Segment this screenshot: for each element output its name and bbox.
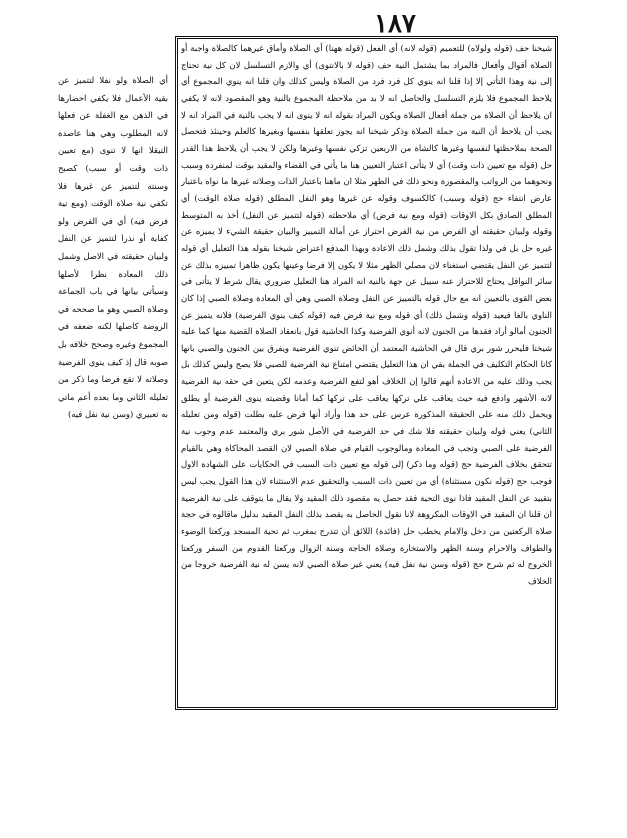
- margin-text: أي الصلاة ولو نفلا لتتميز عن بقية الأعمال فلا يكفي احضارها في الذهن مع الغفلة عن فعلها لانه المطلوب وهي هنا عاصدة التيقلا انها لا تنوى (مع تعيين ذات وقت أو سبب) كصبح وسنته لتتميز عن غيرها فلا تكفي نية صلاة الوقت (ومع نية فرض فيه) أي في الفرض ولو كفاية أو نذرا لتتميز عن النفل ولبيان حقيقته في الاصل وشمل ذلك المعادة نظرا لأصلها وسيأتي بيانها في باب الجماعة وصلاة الصبي وهو ما صححه في الروضة كاصلها لكنه ضعفه في المجموع وغيره وصحح خلافه بل صوبه قال إذ كيف ينوي الفرضية وصلاته لا تقع فرضا وما ذكر من تعليله الثاني وما بعده أعم ماتي به تعبيري (وسن نية نفل فيه): [58, 75, 168, 420]
- page-number: ١٨٧: [374, 9, 416, 39]
- main-commentary-text: شيخنا حف (قوله ولولاه) للتعميم (قوله لانه) أي الفعل (قوله ههنا) أي الصلاة وأماق غيرهما كالصلاة واجبة أو الصلاة أقوال وأفعال فالمراد بما يشتمل النية حف (قوله لا بالانتوى) أي والازم التسلسل لان كل نية تحتاج إلى نية وهذا التأتي إلا إذا قلنا انه ينوي كل فرد فرد من الصلاة وليس كذلك وان قلنا انه ينوي المجموع أي يلاحظ المجموع فلا يلزم التسلسل والحاصل انه لا بد من ملاحظة المجموع بالنية وهو المقصود لانه لا يكفي ان يلاحظ أن الصلاة من جملة أفعال الصلاة ويكون المراد بقوله انه لا ينوى انه لا يجب بالنية في المراد انه لا يجب أن يلاحظ أن النية من جملة الصلاة وذكر شيخنا انه يجوز تعلقها بنفسها وبغيرها كالعلم وحينئذ فتحصل الصحة بملاحظتها لنفسها وغيرها كالشاة من الاربعين تزكي نفسها وغيرها ولكن لا يجب أن يلاحظ هذا القدر حل (قوله مع تعيين ذات وقت) أي لا يتأتى اعتبار التعيين هنا ما يأتي في القضاء والمقيد بوقت لمنفردة وسبب ونحوهما من الرواتب والمقصورة ونحو ذلك في الظهر مثلا ان ماهنا باعتبار الذات وصلاته غيرها ما نواه باعتبار عارض انتفاء حج (قوله وسبب) كالكسوف وقوله عن غيرها وهو النفل المطلق (قوله صلاة الوقت) أي المطلق الصادق بكل الاوقات (قوله ومع نية فرض) أي ملاحظته (قوله لتتميز عن النفل) أخذ به المتوسط وقوله ولبيان حقيقته أي الفرض من نية الفرض احتراز عن أمالة التمييز والبيان حقيقة الشيء لا يميزه عن غيره حل بل في ولذا تقول بذلك وشمل ذلك الاعادة وبهذا المدفع اعتراض شيخنا بقوله هذا التعليل أي قوله لتتميز عن النفل يقتضي استغناء لان مصلي الظهر مثلا لا يكون إلا فرضا وعينها يكون ظاهرا تمييزه بذلك عن سائر النوافل يحتاج للاحتراز عنه سبيل عن جهة بالنية انه المراد هنا التعليل ضروري يقال شرط لا يتأتى في بعض القوى بالتعيين انه مع حال قوله بالتمييز عن النفل وصلاة الصبي وهي أي المعادة وصلاة الصبي إذا كان الناوي بالغا فيعيد (قوله وشمل ذلك) أي قوله ومع نية فرض فيه (قوله كيف ينوي الفرضية) فلانه يتميز عن الجنون أمالو أراد فقدها من الجنون لانه أنوي الفرضية وكذا الحاشية قول بانعقاد الصلاة القضية منها كما عليه شيخنا فليحرر شور بري قال في الحاشية المعتمد أن الحائض تنوي الفرضية ويفرق بين الجنون والصبي بانها كانا الحكام التكليف في الجملة بقي ان هذا التعليل يقتضي امتناع نية الفرضية للصبي فلا يصح وليس كذلك بل يجب وذلك عليه من الاعادة أنهم قالوا إن الخلاف أهو لتفع الفرضية وعدمه لكن يتعين في حقه نية الفرضية لانه الأشهر وادفع فيه حيث يعاقب علي تركها يعاقب على تركها كما أمانا وقضيته ينوى الفرضية أو يطلق ويحمل ذلك منه على الحقيقة المذكورة عرس على حد هذا وأراد أنها فرض عليه بطلت (قوله ومن تعليله الثاني) يعني قوله ولبيان حقيقته فلا شك في حد الفرضية في الأصل شور بري والمعتمد عدم وجوب نية الفرضية على الصبي وتجب في المعادة ومالوجوب القيام في صلاة الصبي لان القصد المحاكاة وهي بالقيام تتحقق بخلاف الفرضية حج (قوله وما ذكر) إلى قوله مع تعيين ذات السبب في الحكايات على الشهادة الاول فوجب حج (قوله نكون مستثناة) أي من تعيين ذات السبب والتحقيق عدم الاستثناء لان هذا القول يجب ليس بتقييد عن النفل المقيد فاذا نوى التحية فقد حصل يه مقصود ذلك المقيد ولا يقال ما يتوقف على نية الفرضية ان قلنا ان المقيد في الاوقات المكروهة لانا نقول الحاصل به يقصد بذلك النفل المقيد بدليل ماقالوه في حجة صلاة الركعتين من دخل والامام يخطب حل (فائدة) اللائق أن تتدرج بمغرب ثم تحية المسجد وركعتا الوضوء والطواف والاحرام وسنة الظهر والاستخارة وصلاة الحاجة وسنة الزوال وركعتا القدوم من السفر وركعتا الخروج له ثم شرح حج (قوله وسن نية نفل فيه) يعني غير صلاة الصبي لانه يسن له نية الفرضية خروجا من الخلاف: [181, 43, 552, 586]
